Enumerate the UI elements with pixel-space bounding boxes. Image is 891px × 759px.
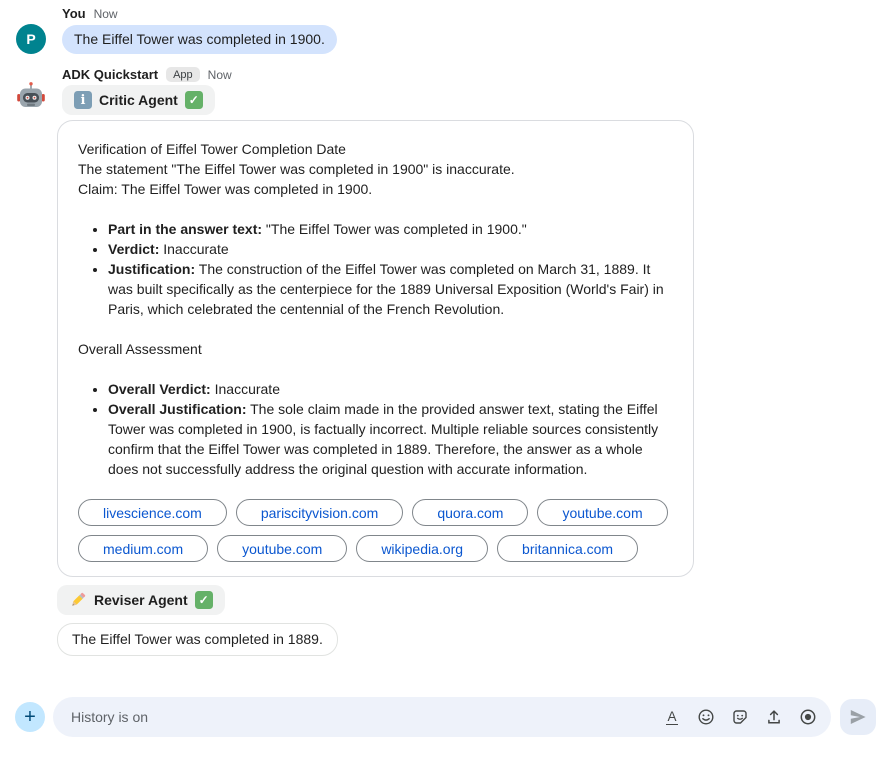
reviser-agent-name: Reviser Agent	[94, 592, 188, 608]
composer-icon-row	[663, 708, 817, 726]
upload-icon[interactable]	[765, 708, 783, 726]
pencil-icon	[69, 591, 87, 609]
sender-name: You	[62, 6, 86, 21]
source-chip[interactable]: pariscityvision.com	[236, 499, 403, 526]
timestamp: Now	[93, 6, 118, 21]
bullet-item: • Part in the answer text: "The Eiffel Tower was completed in 1900."	[108, 219, 673, 239]
card-line: The statement "The Eiffel Tower was completed in 1900" is inaccurate.	[78, 161, 515, 177]
message-input[interactable]	[71, 709, 653, 725]
card-line: Verification of Eiffel Tower Completion Date	[78, 141, 346, 157]
send-button[interactable]	[840, 699, 876, 735]
source-chip[interactable]: quora.com	[412, 499, 528, 526]
verification-card	[57, 120, 694, 577]
overall-bullet-list	[78, 379, 673, 479]
source-chip[interactable]: medium.com	[78, 535, 208, 562]
message-input-container[interactable]	[53, 697, 831, 737]
sticker-icon[interactable]	[731, 708, 749, 726]
app-timestamp: Now	[207, 67, 232, 82]
source-chip-list	[78, 499, 673, 562]
format-icon[interactable]: A	[663, 708, 681, 726]
user-avatar: P	[16, 24, 46, 54]
check-icon: ✓	[195, 591, 213, 609]
card-line: Claim: The Eiffel Tower was completed in 1900.	[78, 181, 373, 197]
send-icon	[848, 707, 868, 727]
source-chip[interactable]: youtube.com	[537, 499, 667, 526]
reviser-message-bubble: The Eiffel Tower was completed in 1889.	[57, 623, 338, 656]
source-chip[interactable]: wikipedia.org	[356, 535, 488, 562]
critic-agent-pill	[62, 85, 215, 115]
check-icon: ✓	[185, 91, 203, 109]
app-sender-name: ADK Quickstart	[62, 67, 159, 82]
composer	[15, 697, 876, 737]
robot-avatar-icon	[16, 81, 46, 111]
info-icon: i	[74, 91, 92, 109]
source-chip[interactable]: britannica.com	[497, 535, 638, 562]
claim-bullet-list	[78, 219, 673, 319]
bullet-item: • Justification: The construction of the Eiffel Tower was completed on March 31, 1889. It was built specifically as the centerpiece for the 1889 Universal Exposition (World's Fair) in Paris, which celebrated the centennial of the French Revolution.	[108, 259, 673, 319]
bullet-item: • Verdict: Inaccurate	[108, 239, 673, 259]
user-message-header	[62, 6, 891, 21]
record-icon[interactable]	[799, 708, 817, 726]
source-chip[interactable]: youtube.com	[217, 535, 347, 562]
plus-icon: +	[24, 706, 36, 728]
overall-assessment-heading: Overall Assessment	[78, 341, 202, 357]
reviser-agent-pill	[57, 585, 225, 615]
bullet-item: • Overall Justification: The sole claim made in the provided answer text, stating the Eiffel Tower was completed in 1900, is factually incorrect. Multiple reliable sources consistently confirm that the Eiffel Tower was completed in 1889. Therefore, the answer as a whole does not successfully address the original question with accurate information.	[108, 399, 673, 479]
emoji-icon[interactable]	[697, 708, 715, 726]
app-message-header	[62, 67, 891, 82]
user-message-bubble: The Eiffel Tower was completed in 1900.	[62, 25, 337, 54]
critic-agent-name: Critic Agent	[99, 92, 178, 108]
add-button[interactable]	[15, 702, 45, 732]
app-badge: App	[166, 67, 200, 82]
source-chip[interactable]: livescience.com	[78, 499, 227, 526]
bullet-item: • Overall Verdict: Inaccurate	[108, 379, 673, 399]
